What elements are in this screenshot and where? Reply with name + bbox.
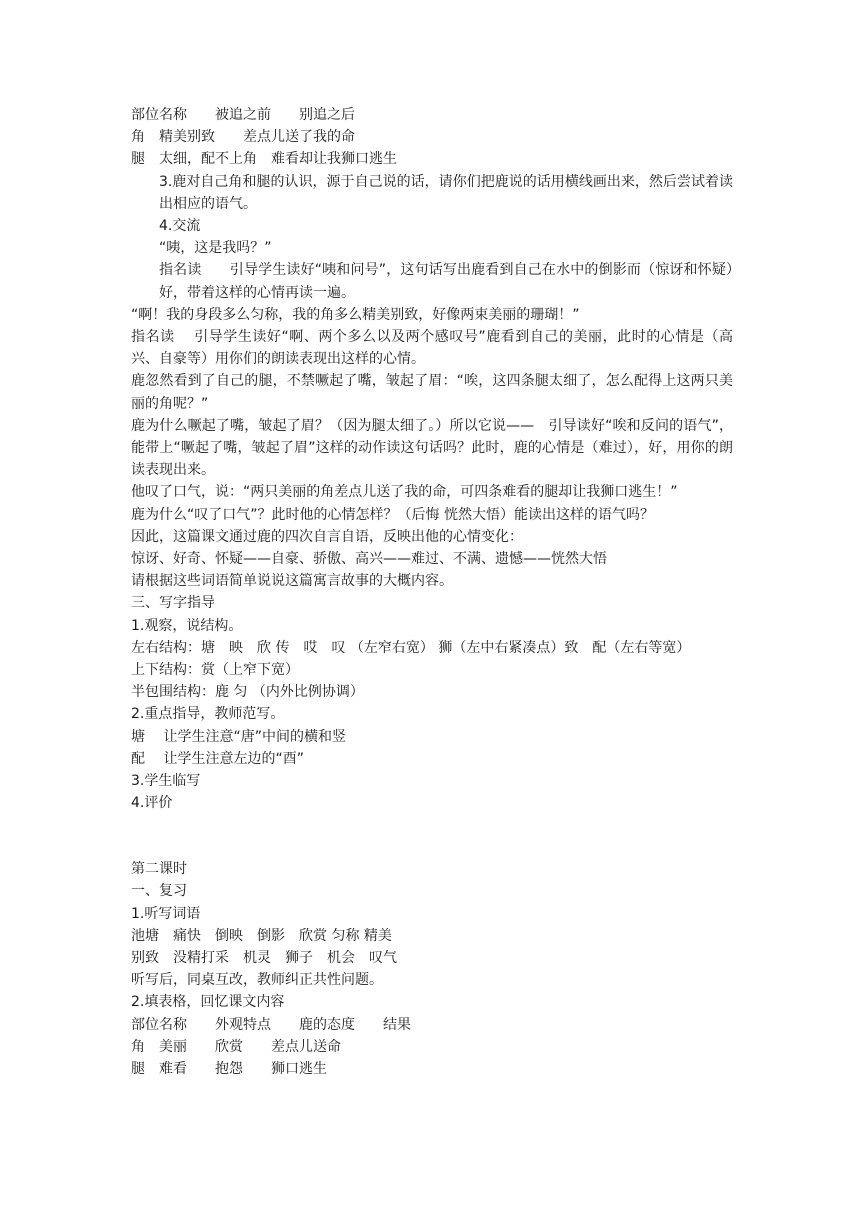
- table1-row-horns: 角 精美别致 差点儿送了我的命: [131, 129, 355, 146]
- table2-row-legs: 腿 难看 抱怨 狮口逃生: [131, 1060, 327, 1077]
- structure-half-enclosed: 半包围结构：鹿 匀 （内外比例协调）: [131, 684, 364, 701]
- paragraph-sigh: 他叹了口气，说：“两只美丽的角差点儿送了我的命，可四条难看的腿却让我狮口逃生！”: [131, 484, 678, 501]
- structure-left-right: 左右结构：塘 映 欣 传 哎 叹 （左窄右宽） 狮（左中右紧凑点）致 配（左右等宽）: [131, 639, 691, 656]
- review-heading: 一、复习: [131, 883, 187, 900]
- step-3-instruction: 3.鹿对自己角和腿的认识，源于自己说的话，请你们把鹿说的话用横线画出来，然后尝试着读出相应的语气。: [159, 173, 733, 212]
- dictation-heading: 1.听写词语: [131, 905, 201, 922]
- lesson-2-title: 第二课时: [131, 861, 187, 878]
- step-4-heading: 4.交流: [159, 217, 201, 234]
- section-gap: [131, 814, 733, 858]
- paragraph-why: 鹿为什么噘起了嘴，皱起了眉？（因为腿太细了。）所以它说—— 引导读好“唉和反问的语气”，能带上“噘起了嘴，皱起了眉”这样的动作读这句话吗？此时，鹿的心情是（难过），好，用你的朗读表现出来。: [131, 417, 733, 479]
- table1-header: 部位名称 被追之前 别追之后: [131, 107, 355, 123]
- writing-step-1: 1.观察，说结构。: [131, 617, 243, 634]
- table2-header: 部位名称 外观特点 鹿的态度 结果: [131, 1016, 411, 1033]
- table2-row-horns: 角 美丽 欣赏 差点儿送命: [131, 1038, 341, 1055]
- paragraph-retell: 请根据这些词语简单说说这篇寓言故事的大概内容。: [131, 573, 453, 590]
- paragraph-legs: 鹿忽然看到了自己的腿，不禁噘起了嘴，皱起了眉：“唉，这四条腿太细了，怎么配得上这两只美丽的角呢？”: [131, 373, 733, 412]
- document-body: [131, 104, 733, 1080]
- paragraph-emotion-chain: 惊讶、好奇、怀疑——自豪、骄傲、高兴——难过、不满、遗憾——恍然大悟: [131, 550, 607, 567]
- table1-row-legs: 腿 太细，配不上角 难看却让我狮口逃生: [131, 151, 397, 168]
- quote-antlers-beauty: “啊！我的身段多么匀称，我的角多么精美别致，好像两束美丽的珊瑚！”: [131, 306, 580, 323]
- guide-read-1: 指名读 引导学生读好“咦和问号”，这句话写出鹿看到自己在水中的倒影而（惊讶和怀疑）好，带着这样的心情再读一遍。: [159, 262, 733, 301]
- guide-read-2: 指名读 引导学生读好“啊、两个多么以及两个感叹号”鹿看到自己的美丽，此时的心情是（高兴、自豪等）用你们的朗读表现出这样的心情。: [131, 328, 733, 368]
- dictation-followup: 听写后，同桌互改，教师纠正共性问题。: [131, 972, 383, 989]
- character-tang-note: 塘 让学生注意“唐”中间的横和竖: [131, 728, 346, 745]
- paragraph-summary: 因此，这篇课文通过鹿的四次自言自语，反映出他的心情变化：: [131, 528, 523, 545]
- writing-heading: 三、写字指导: [131, 595, 215, 612]
- structure-top-bottom: 上下结构：赏（上窄下宽）: [131, 661, 299, 678]
- writing-step-4: 4.评价: [131, 795, 173, 812]
- dictation-words-2: 别致 没精打采 机灵 狮子 机会 叹气: [131, 950, 397, 967]
- writing-step-3: 3.学生临写: [131, 772, 201, 789]
- character-pei-note: 配 让学生注意左边的“酉”: [131, 750, 304, 767]
- dictation-words-1: 池塘 痛快 倒映 倒影 欣赏 匀称 精美: [131, 927, 392, 944]
- paragraph-sigh-question: 鹿为什么“叹了口气”？此时他的心情怎样？（后悔 恍然大悟）能读出这样的语气吗？: [131, 506, 654, 523]
- table2-intro: 2.填表格，回忆课文内容: [131, 994, 285, 1011]
- quote-surprise: “咦，这是我吗？”: [159, 240, 272, 257]
- writing-step-2: 2.重点指导，教师范写。: [131, 706, 285, 723]
